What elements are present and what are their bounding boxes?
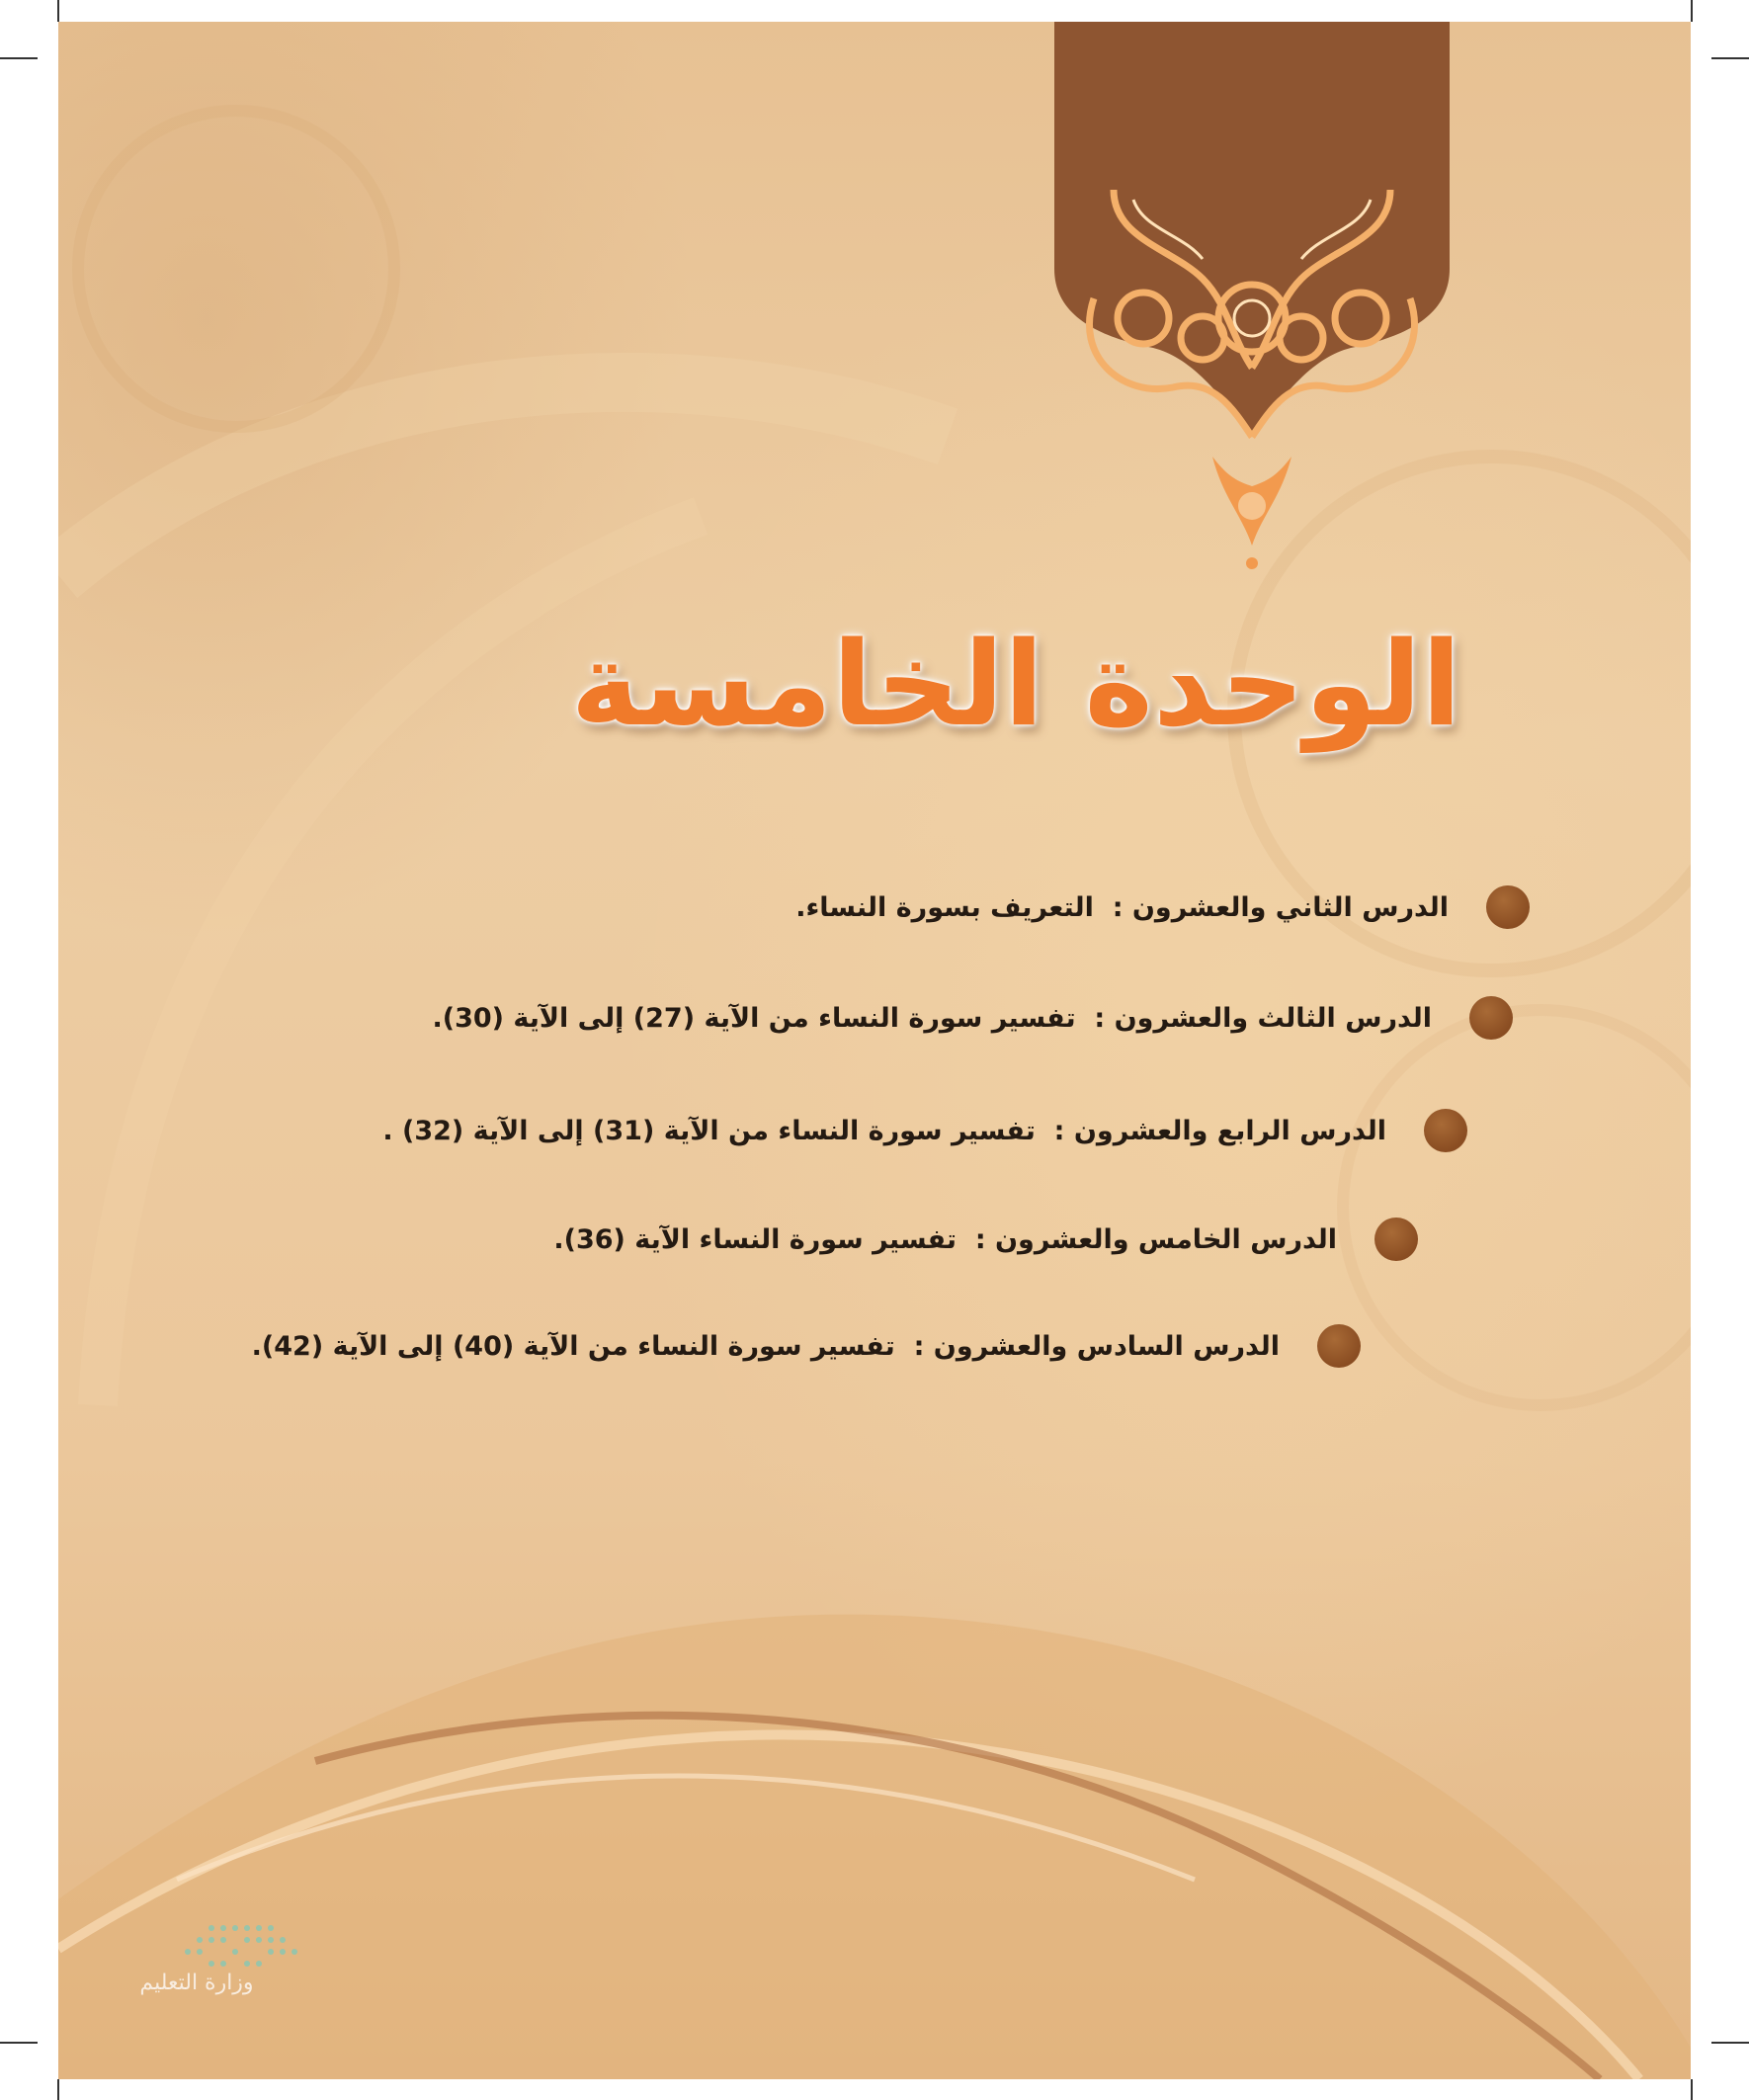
lesson-item (252, 1318, 1361, 1374)
bullet-icon (1469, 996, 1513, 1040)
crop-mark (0, 57, 38, 59)
crop-mark (0, 2042, 38, 2044)
lesson-label: الدرس السادس والعشرون : (913, 1330, 1280, 1362)
lesson-text (795, 892, 1449, 923)
crop-mark (1691, 0, 1693, 22)
lesson-item (432, 990, 1513, 1046)
ornament-ribbon (1054, 22, 1450, 575)
bullet-icon (1317, 1324, 1361, 1368)
lesson-title: تفسير سورة النساء من الآية (31) إلى الآية (32) . (382, 1115, 1036, 1146)
unit-cover-page (58, 22, 1691, 2079)
crop-mark (57, 2079, 59, 2100)
lesson-text (432, 1003, 1432, 1034)
lesson-title: التعريف بسورة النساء. (795, 891, 1094, 923)
bullet-icon (1486, 885, 1530, 929)
crop-mark (1711, 57, 1749, 59)
lesson-text (553, 1224, 1337, 1255)
crop-mark (1691, 2079, 1693, 2100)
lesson-label: الدرس الثاني والعشرون : (1112, 891, 1449, 923)
crop-mark (57, 0, 59, 22)
lesson-title: تفسير سورة النساء من الآية (40) إلى الآية (42). (251, 1330, 895, 1362)
bullet-icon (1374, 1218, 1418, 1261)
crop-mark (1711, 2042, 1749, 2044)
lesson-item (795, 880, 1530, 935)
lesson-text (252, 1331, 1280, 1362)
lesson-label: الدرس الخامس والعشرون : (974, 1223, 1337, 1255)
lesson-label: الدرس الرابع والعشرون : (1053, 1115, 1386, 1146)
ministry-logo-text: وزارة التعليم (139, 1971, 254, 1995)
lesson-item (553, 1212, 1418, 1267)
lesson-title: تفسير سورة النساء الآية (36). (553, 1223, 957, 1255)
lesson-item (382, 1103, 1467, 1158)
lesson-label: الدرس الثالث والعشرون : (1094, 1002, 1432, 1034)
lesson-text (382, 1116, 1386, 1146)
lesson-title: تفسير سورة النساء من الآية (27) إلى الآية (30). (432, 1002, 1076, 1034)
bullet-icon (1424, 1109, 1467, 1152)
unit-title: الوحدة الخامسة (570, 616, 1461, 752)
